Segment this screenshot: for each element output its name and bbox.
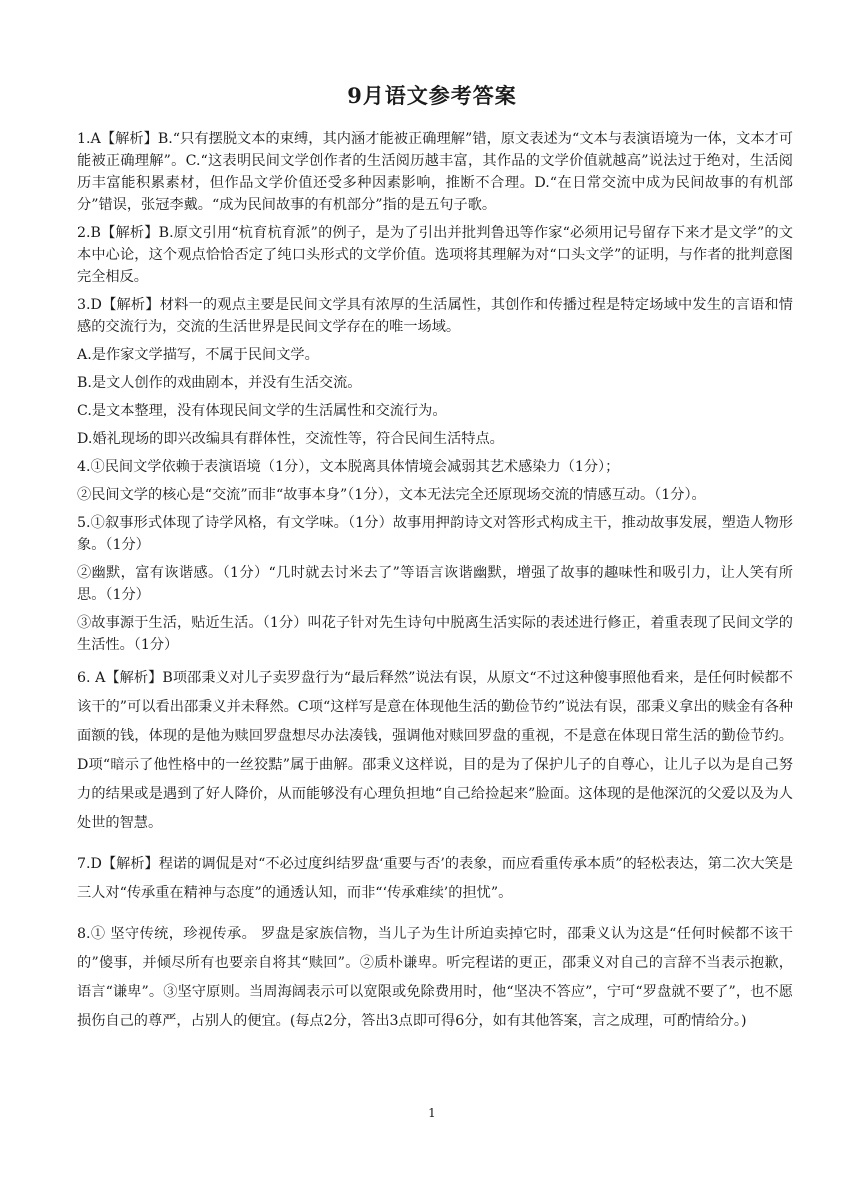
- answer-6: 6. A【解析】B项邵秉义对儿子卖罗盘行为“最后释然”说法有误，从原文“不过这种傻事照他看来，是任何时候都不该干的”可以看出邵秉义并未释然。C项“这样写是意在体现他生活的勤俭节约”说法有误，邵秉义拿出的赎金有各种面额的钱，体现的是他为赎回罗盘想尽办法凑钱，强调他对赎回罗盘的重视，不是意在体现日常生活的勤俭节约。D项“暗示了他性格中的一丝狡黠”属于曲解。邵秉义这样说，目的是为了保护儿子的自尊心，让儿子以为是自己努力的结果或是遇到了好人降价，从而能够没有心理负担地“自己给捡起来”脸面。这体现的是他深沉的父爱以及为人处世的智慧。: [77, 670, 793, 831]
- answer-5-point-2: ②幽默，富有诙谐感。（1分）“几时就去讨米去了”等语言诙谐幽默，增强了故事的趣味性和吸引力，让人笑有所思。（1分）: [77, 565, 793, 603]
- answer-1: 1.A【解析】B.“只有摆脱文本的束缚，其内涵才能被正确理解”错，原文表述为“文本与表演语境为一体，文本才可能被正确理解”。C.“这表明民间文学创作者的生活阅历越丰富，其作品的文学价值就越高”说法过于绝对，生活阅历丰富能积累素材，但作品文学价值还受多种因素影响，推断不合理。D.“在日常交流中成为民间故事的有机部分”错误，张冠李戴。“成为民间故事的有机部分”指的是五句子歌。: [77, 131, 793, 213]
- answer-5-point-1: 5.①叙事形式体现了诗学风格，有文学味。（1分）故事用押韵诗文对答形式构成主干，推动故事发展，塑造人物形象。（1分）: [77, 515, 793, 553]
- answer-8: 8.① 坚守传统，珍视传承。 罗盘是家族信物，当儿子为生计所迫卖掉它时，邵秉义认为这是“任何时候都不该干的”傻事，并倾尽所有也要亲自将其“赎回”。②质朴谦卑。听完程诺的更正，邵秉义对自己的言辞不当表示抱歉，语言“谦卑”。③坚守原则。当周海阔表示可以宽限或免除费用时，他“坚决不答应”，宁可“罗盘就不要了”，也不愿损伤自己的尊严，占别人的便宜。(每点2分，答出3点即可得6分，如有其他答案，言之成理，可酌情给分。): [77, 926, 793, 1029]
- answer-4-point-2: ②民间文学的核心是“交流”而非“故事本身”（1分），文本无法完全还原现场交流的情感互动。（1分）。: [77, 487, 706, 503]
- answer-3-option-c: C.是文本整理，没有体现民间文学的生活属性和交流行为。: [77, 403, 447, 419]
- answer-3-option-d: D.婚礼现场的即兴改编具有群体性，交流性等，符合民间生活特点。: [77, 431, 504, 447]
- answer-7: 7.D【解析】程诺的调侃是对“不必过度纠结罗盘‘重要与否’的表象，而应看重传承本质”的轻松表达，第二次大笑是三人对“传承重在精神与态度”的通透认知，而非“‘传承难续’的担忧”。: [77, 856, 793, 901]
- page-number: 1: [428, 1106, 436, 1120]
- answer-5-point-3: ③故事源于生活，贴近生活。（1分）叫花子针对先生诗句中脱离生活实际的表述进行修正，着重表现了民间文学的生活性。（1分）: [77, 615, 793, 653]
- answer-3-option-b: B.是文人创作的戏曲剧本，并没有生活交流。: [77, 375, 362, 391]
- answer-content: [77, 128, 793, 1048]
- page-title: 9月语文参考答案: [347, 83, 517, 108]
- answer-3-option-a: A.是作家文学描写，不属于民间文学。: [77, 347, 319, 363]
- answer-3: 3.D【解析】材料一的观点主要是民间文学具有浓厚的生活属性，其创作和传播过程是特定场域中发生的言语和情感的交流行为，交流的生活世界是民间文学存在的唯一场域。: [77, 297, 793, 335]
- answer-4-point-1: 4.①民间文学依赖于表演语境（1分），文本脱离具体情境会减弱其艺术感染力（1分）；: [77, 459, 620, 475]
- answer-2: 2.B【解析】B.原文引用“杭育杭育派”的例子，是为了引出并批判鲁迅等作家“必须用记号留存下来才是文学”的文本中心论，这个观点恰恰否定了纯口头形式的文学价值。选项将其理解为对“口头文学”的证明，与作者的批判意图完全相反。: [77, 225, 793, 285]
